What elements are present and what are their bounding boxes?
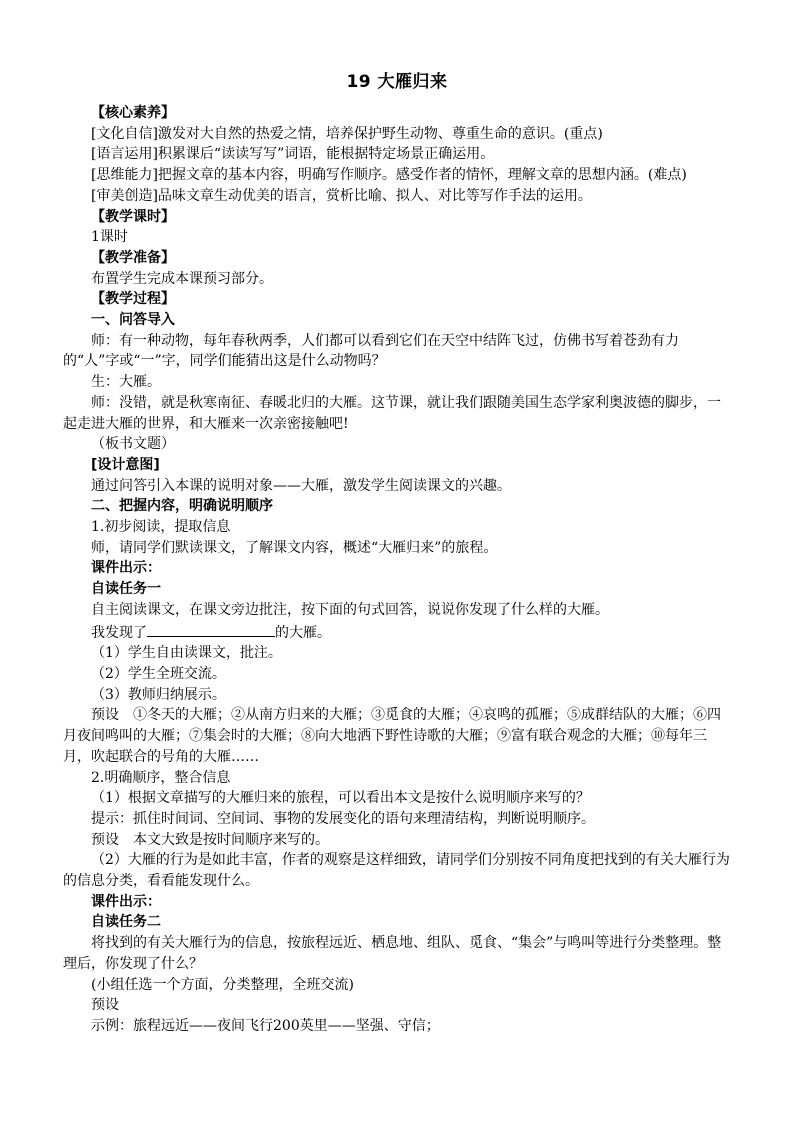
paragraph-text: （2）大雁的行为是如此丰富，作者的观察是这样细致，请同学们分别按不同角度把找到的有关大雁行为的信息分类，看看能发现什么。 bbox=[63, 852, 730, 890]
paragraph-text: 自主阅读课文，在课文旁边批注，按下面的句式回答，说说你发现了什么样的大雁。 bbox=[91, 601, 609, 618]
paragraph bbox=[63, 788, 733, 809]
paragraph-text: 【核心素养】 bbox=[91, 105, 175, 121]
paragraph-text: 课件出示： bbox=[91, 893, 161, 910]
paragraph-text: 【教学课时】 bbox=[91, 208, 175, 225]
section-heading bbox=[63, 892, 733, 913]
paragraph bbox=[63, 975, 733, 996]
paragraph bbox=[63, 538, 733, 559]
paragraph bbox=[63, 933, 733, 974]
document-body bbox=[63, 103, 733, 1037]
section-heading bbox=[63, 579, 733, 600]
section-heading bbox=[63, 558, 733, 579]
paragraph bbox=[63, 685, 733, 706]
paragraph-text: （3）教师归纳展示。 bbox=[91, 686, 226, 703]
paragraph-text: 一、问答导入 bbox=[91, 312, 175, 329]
paragraph-text: (小组任选一个方面，分类整理，全班交流) bbox=[91, 976, 354, 993]
paragraph-text: 示例：旅程远近——夜间飞行200英里——坚强、守信； bbox=[91, 1017, 440, 1034]
paragraph bbox=[63, 664, 733, 685]
paragraph-text: 【教学过程】 bbox=[91, 291, 175, 308]
section-heading bbox=[63, 207, 733, 228]
paragraph bbox=[63, 1016, 733, 1037]
paragraph bbox=[63, 600, 733, 621]
paragraph bbox=[63, 809, 733, 830]
paragraph-text: 师：没错，就是秋寒南征、春暖北归的大雁。这节课，就让我们跟随美国生态学家利奥波德的脚步，一起走进大雁的世界，和大雁来一次亲密接触吧! bbox=[63, 394, 721, 432]
paragraph-text: 预设 本文大致是按时间顺序来写的。 bbox=[91, 831, 329, 848]
paragraph bbox=[63, 476, 733, 497]
paragraph-text: [语言运用]积累课后“读读写写”词语，能根据特定场景正确运用。 bbox=[91, 146, 495, 163]
paragraph bbox=[63, 269, 733, 290]
paragraph bbox=[63, 850, 733, 891]
paragraph bbox=[63, 227, 733, 248]
paragraph-text: 二、把握内容，明确说明顺序 bbox=[91, 498, 273, 515]
paragraph-text: 生：大雁。 bbox=[91, 374, 161, 391]
paragraph bbox=[63, 434, 733, 455]
fill-in-blank bbox=[147, 621, 275, 637]
paragraph bbox=[63, 768, 733, 789]
paragraph-text: 预设 ①冬天的大雁；②从南方归来的大雁；③觅食的大雁；④哀鸣的孤雁；⑤成群结队的大雁；⑥四月夜间鸣叫的大雁；⑦集会时的大雁；⑧向大地洒下野性诗歌的大雁；⑨富有联合观念的大雁；⑩每年三月，吹起联合的号角的大雁…… bbox=[63, 707, 721, 765]
paragraph-text: 自读任务一 bbox=[91, 581, 161, 598]
paragraph-text: [文化自信]激发对大自然的热爱之情，培养保护野生动物、尊重生命的意识。(重点) bbox=[91, 125, 603, 142]
section-heading bbox=[63, 310, 733, 331]
paragraph-text: （板书文题） bbox=[91, 436, 175, 453]
paragraph-text: [设计意图] bbox=[91, 456, 160, 473]
section-heading bbox=[63, 912, 733, 933]
paragraph-text: 【教学准备】 bbox=[91, 249, 175, 266]
paragraph-tail-text: 的大雁。 bbox=[275, 624, 331, 641]
paragraph bbox=[63, 705, 733, 767]
paragraph-text: （2）学生全班交流。 bbox=[91, 665, 226, 682]
paragraph-text: 将找到的有关大雁行为的信息，按旅程远近、栖息地、组队、觅食、“集会”与鸣叫等进行分类整理。整理后，你发现了什么？ bbox=[63, 935, 722, 972]
paragraph-text: 2.明确顺序，整合信息 bbox=[91, 769, 231, 786]
paragraph-text: 通过问答引入本课的说明对象——大雁，激发学生阅读课文的兴趣。 bbox=[91, 477, 511, 494]
paragraph-text: 师，请同学们默读课文，了解课文内容，概述“大雁归来”的旅程。 bbox=[91, 539, 498, 556]
paragraph-text: （1）学生自由读课文，批注。 bbox=[91, 645, 282, 662]
paragraph-text: [审美创造]品味文章生动优美的语言，赏析比喻、拟人、对比等写作手法的运用。 bbox=[91, 187, 592, 204]
paragraph bbox=[63, 186, 733, 207]
section-heading bbox=[63, 248, 733, 269]
paragraph-text: 课件出示： bbox=[91, 560, 161, 577]
section-heading bbox=[63, 496, 733, 517]
paragraph bbox=[63, 331, 733, 372]
section-heading bbox=[63, 103, 733, 124]
paragraph-text: 自读任务二 bbox=[91, 914, 161, 931]
paragraph-text: 1.初步阅读，提取信息 bbox=[91, 519, 231, 536]
paragraph bbox=[63, 830, 733, 851]
paragraph-text: （1）根据文章描写的大雁归来的旅程，可以看出本文是按什么说明顺序来写的？ bbox=[91, 790, 590, 807]
paragraph bbox=[63, 643, 733, 664]
paragraph bbox=[63, 165, 733, 186]
paragraph-text: 预设 bbox=[91, 997, 119, 1014]
paragraph bbox=[63, 621, 733, 644]
paragraph-text: [思维能力]把握文章的基本内容，明确写作顺序。感受作者的情怀，理解文章的思想内涵。(难点) bbox=[91, 167, 687, 184]
paragraph bbox=[63, 393, 733, 434]
paragraph bbox=[63, 144, 733, 165]
document-title: 19 大雁归来 bbox=[346, 72, 448, 92]
section-heading bbox=[63, 289, 733, 310]
paragraph-text: 1课时 bbox=[91, 229, 128, 246]
paragraph-text: 提示：抓住时间词、空间词、事物的发展变化的语句来理清结构，判断说明顺序。 bbox=[91, 810, 595, 827]
paragraph bbox=[63, 372, 733, 393]
paragraph bbox=[63, 995, 733, 1016]
section-heading bbox=[63, 455, 733, 476]
paragraph-text: 师：有一种动物，每年春秋两季，人们都可以看到它们在天空中结阵飞过，仿佛书写着苍劲有力的“人”字或“一”字，同学们能猜出这是什么动物吗？ bbox=[63, 332, 679, 370]
paragraph-text: 布置学生完成本课预习部分。 bbox=[91, 270, 273, 287]
paragraph bbox=[63, 517, 733, 538]
paragraph-text: 我发现了 bbox=[91, 624, 147, 641]
paragraph bbox=[63, 124, 733, 145]
